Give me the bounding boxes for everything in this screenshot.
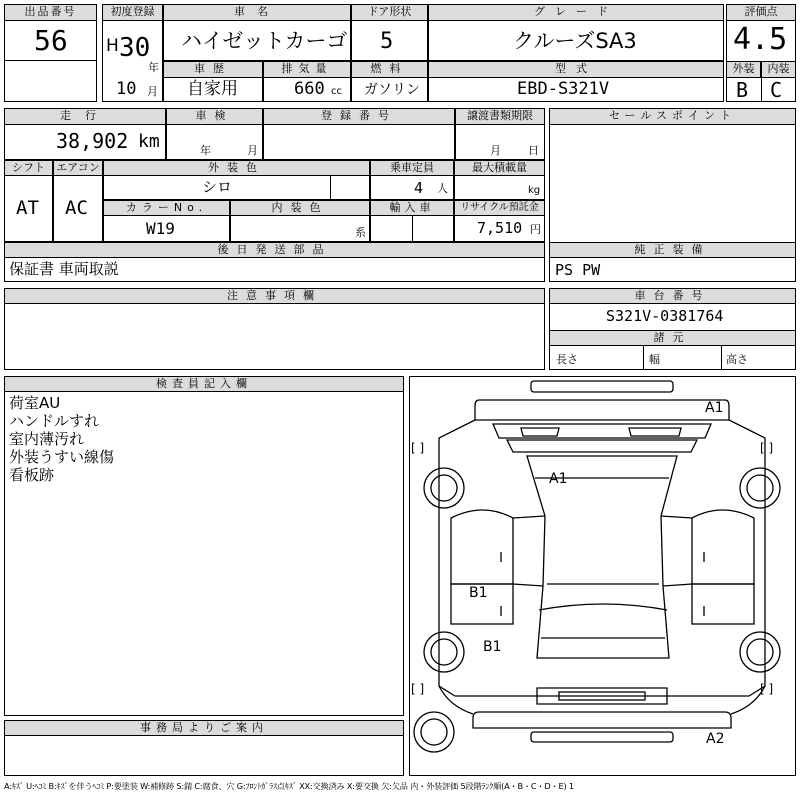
- genuine-equipment-label: 純正装備: [549, 242, 796, 258]
- transfer-day-unit: 日: [528, 144, 539, 157]
- legend: A:ｷｽﾞ U:ﾍｺﾐ B:ｷｽﾞを伴うﾍｺﾐ P:要塗装 W:補修跡 S:錆 C:腐食、穴 G:ﾌﾛﾝﾄｶﾞﾗｽ点ｷｽﾞ XX:交換済み X:要交換 欠:欠品 内・外装評価 5段階ﾗﾝｸ順(A・B・C・D・E) 1: [4, 781, 574, 791]
- model: EBD-S321V: [517, 79, 610, 99]
- import-label: 輸入車: [370, 200, 454, 216]
- inspection-month-unit: 月: [247, 144, 258, 157]
- damage-mark: B1: [469, 585, 488, 601]
- car-name: ハイゼットカーゴ: [181, 29, 348, 53]
- month-unit: 月: [147, 85, 158, 98]
- interior-grade-label: 内装: [761, 61, 796, 78]
- car-name-label: 車名: [163, 4, 351, 21]
- score-label: 評価点: [726, 4, 796, 21]
- length-label: 長さ: [556, 353, 578, 366]
- later-parts-label: 後日発送部品: [4, 242, 545, 258]
- genuine-equipment: PS PW: [555, 261, 601, 279]
- chassis-number: S321V-0381764: [606, 307, 724, 325]
- later-parts: 保証書 車両取説: [9, 260, 119, 278]
- color-no-label: カラーNo.: [103, 200, 230, 216]
- exterior-color: シロ: [202, 178, 233, 196]
- max-load-unit: kg: [528, 185, 541, 196]
- displacement-unit: cc: [331, 86, 342, 97]
- history: 自家用: [187, 79, 238, 99]
- registration-year: 30: [119, 33, 151, 63]
- plate-label: 登録番号: [263, 108, 455, 125]
- lot-number-label: 出品番号: [4, 4, 97, 21]
- capacity: 4: [414, 179, 424, 197]
- shift: AT: [16, 197, 39, 219]
- inspector-note: 外装うすい線傷: [9, 448, 115, 466]
- inspector-notes-label: 検査員記入欄: [4, 376, 404, 392]
- exterior-grade-label: 外装: [726, 61, 761, 78]
- inspection-year-unit: 年: [200, 144, 211, 157]
- capacity-label: 乗車定員: [370, 160, 454, 176]
- mileage-unit: km: [138, 131, 160, 152]
- fuel-label: 燃料: [351, 61, 428, 78]
- car-diagram: [409, 376, 796, 776]
- office-notice-label: 事務局よりご案内: [4, 720, 404, 736]
- grade-label: グレード: [428, 4, 724, 21]
- bracket-mark: [ ]: [411, 682, 425, 696]
- score: 4.5: [733, 22, 788, 57]
- transfer-month-unit: 月: [490, 144, 501, 157]
- chassis-label: 車台番号: [549, 288, 796, 304]
- first-registration-label: 初度登録: [102, 4, 163, 21]
- inspector-note: 室内薄汚れ: [9, 430, 85, 448]
- history-label: 車歴: [163, 61, 263, 78]
- sales-points-box: [549, 108, 796, 258]
- displacement-label: 排気量: [263, 61, 351, 78]
- doors: 5: [380, 29, 394, 54]
- sales-points-label: セールスポイント: [549, 108, 796, 125]
- inspector-note: 荷室AU: [9, 394, 61, 412]
- damage-mark: A2: [706, 731, 725, 747]
- exterior-color-label: 外装色: [103, 160, 370, 176]
- displacement: 660: [294, 79, 325, 99]
- grade: クルーズSA3: [513, 29, 637, 53]
- registration-month: 10: [116, 79, 137, 99]
- recycle-label: リサイクル預託金: [454, 200, 545, 216]
- damage-mark: B1: [483, 639, 502, 655]
- damage-mark: A1: [549, 471, 568, 487]
- year-unit: 年: [148, 61, 159, 74]
- recycle-unit: 円: [530, 223, 541, 236]
- inspection-label: 車検: [166, 108, 263, 125]
- interior-color-unit: 系: [355, 226, 366, 239]
- fuel: ガソリン: [364, 82, 420, 98]
- exterior-grade: B: [736, 78, 749, 102]
- shift-label: シフト: [4, 160, 53, 176]
- inspector-note: ハンドルすれ: [9, 412, 100, 430]
- model-label: 型式: [428, 61, 724, 78]
- width-label: 幅: [649, 353, 660, 366]
- bracket-mark: [ ]: [760, 441, 774, 455]
- max-load-label: 最大積載量: [454, 160, 545, 176]
- transfer-label: 譲渡書類期限: [455, 108, 545, 125]
- height-label: 高さ: [726, 353, 748, 366]
- ac: AC: [65, 197, 88, 219]
- interior-grade: C: [770, 78, 783, 102]
- color-no: W19: [146, 219, 175, 238]
- doors-label: ドア形状: [351, 4, 428, 21]
- interior-color-label: 内装色: [230, 200, 370, 216]
- bracket-mark: [ ]: [411, 441, 425, 455]
- inspector-note: 看板跡: [9, 466, 55, 484]
- mileage-label: 走行: [4, 108, 166, 125]
- mileage: 38,902: [56, 129, 129, 153]
- lot-number: 56: [34, 24, 68, 57]
- ac-label: エアコン: [53, 160, 103, 176]
- specs-label: 諸元: [549, 330, 796, 346]
- era: H: [106, 36, 119, 56]
- capacity-unit: 人: [437, 182, 448, 195]
- bracket-mark: [ ]: [760, 682, 774, 696]
- caution-label: 注意事項欄: [4, 288, 545, 304]
- damage-mark: A1: [705, 400, 724, 416]
- recycle-fee: 7,510: [477, 219, 523, 237]
